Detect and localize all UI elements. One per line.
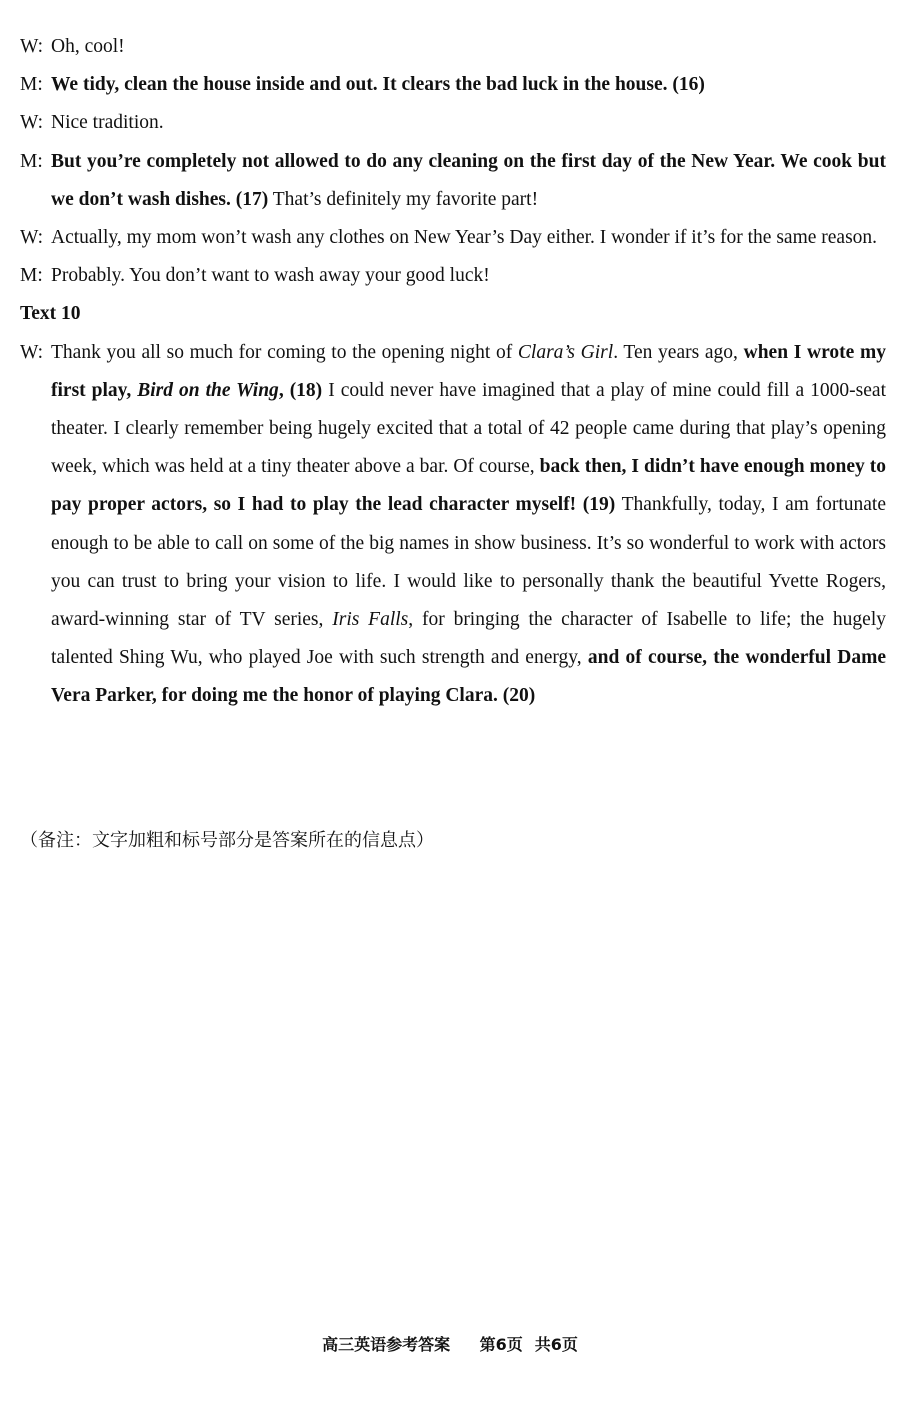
footer-page-number: 第6页 <box>479 1335 523 1354</box>
footer-title: 高三英语参考答案 <box>322 1335 451 1354</box>
utterance-segment: , (18) <box>278 379 323 401</box>
utterance-segment: when I wrote my first play, <box>51 341 886 401</box>
utterance-segment: Probably. You don’t want to wash away your good luck! <box>51 265 490 287</box>
speaker-label: W: <box>20 227 44 249</box>
utterance-segment: We tidy, clean the house inside and out. It clears the bad luck in the house. (16) <box>51 74 705 96</box>
utterance <box>51 143 886 219</box>
utterance-segment: back then, I didn’t have enough money to pay proper actors, so I had to play the lead character myself! (19) <box>51 456 886 516</box>
utterance-segment: I could never have imagined that a play of mine could fill a 1000-seat theater. I clearly remember being hugely excited that a total of 42 people came during that play’s opening week, which was held at a tiny theater above a bar. Of course, <box>51 379 886 478</box>
utterance <box>51 104 886 142</box>
utterance-segment: Nice tradition. <box>51 112 164 134</box>
dialogue-line <box>20 219 886 257</box>
speaker-label: M: <box>20 150 43 172</box>
utterance-segment: and of course, the wonderful Dame Vera Parker, for doing me the honor of playing Clara. (20) <box>51 647 886 707</box>
answer-text <box>20 28 886 716</box>
utterance <box>51 334 886 716</box>
dialogue-line <box>20 28 886 66</box>
utterance-segment: Actually, my mom won’t wash any clothes on New Year’s Day either. I wonder if it’s for the same reason. <box>51 227 878 249</box>
speaker-label: W: <box>20 36 44 57</box>
speaker-label: W: <box>20 112 44 134</box>
utterance-segment: Thankfully, today, I am fortunate enough to be able to call on some of the big names in show business. It’s so wonderful to work with actors you can trust to bring your vision to life. I would like to personally thank the beautiful Yvette Rogers, award-winning star of TV series, <box>51 494 886 631</box>
page-footer <box>0 1332 900 1355</box>
dialogue-line <box>20 104 886 142</box>
utterance-segment: Iris Falls <box>332 609 409 631</box>
utterance-segment: Clara’s Girl <box>517 341 614 363</box>
text-10-heading: Text 10 <box>20 303 81 325</box>
utterance-segment: But you’re completely not allowed to do any cleaning on the first day of the New Year. We cook but we don’t wash dishes. (17) <box>51 150 886 210</box>
utterance <box>51 257 886 295</box>
utterance-segment: Thank you all so much for coming to the opening night of <box>51 341 518 363</box>
text-10-monologue <box>20 334 886 716</box>
speaker-label: M: <box>20 74 43 96</box>
speaker-label: M: <box>20 265 43 287</box>
dialogue-section <box>20 28 886 295</box>
utterance <box>51 28 886 66</box>
utterance <box>51 66 886 104</box>
dialogue-line <box>20 257 886 295</box>
answer-note: （备注：文字加粗和标号部分是答案所在的信息点） <box>20 830 434 851</box>
utterance <box>51 219 886 257</box>
utterance-segment: That’s definitely my favorite part! <box>268 188 539 210</box>
monologue-line <box>20 334 886 716</box>
utterance-segment: , for bringing the character of Isabelle to life; the hugely talented Shing Wu, who played Joe with such strength and energy, <box>51 609 886 669</box>
speaker-label: W: <box>20 341 44 363</box>
dialogue-line <box>20 66 886 104</box>
utterance-segment: Bird on the Wing <box>137 379 279 401</box>
dialogue-line <box>20 143 886 219</box>
utterance-segment: . Ten years ago, <box>613 341 744 363</box>
utterance-segment: Oh, cool! <box>51 36 125 57</box>
footer-page-total: 共6页 <box>534 1335 578 1354</box>
